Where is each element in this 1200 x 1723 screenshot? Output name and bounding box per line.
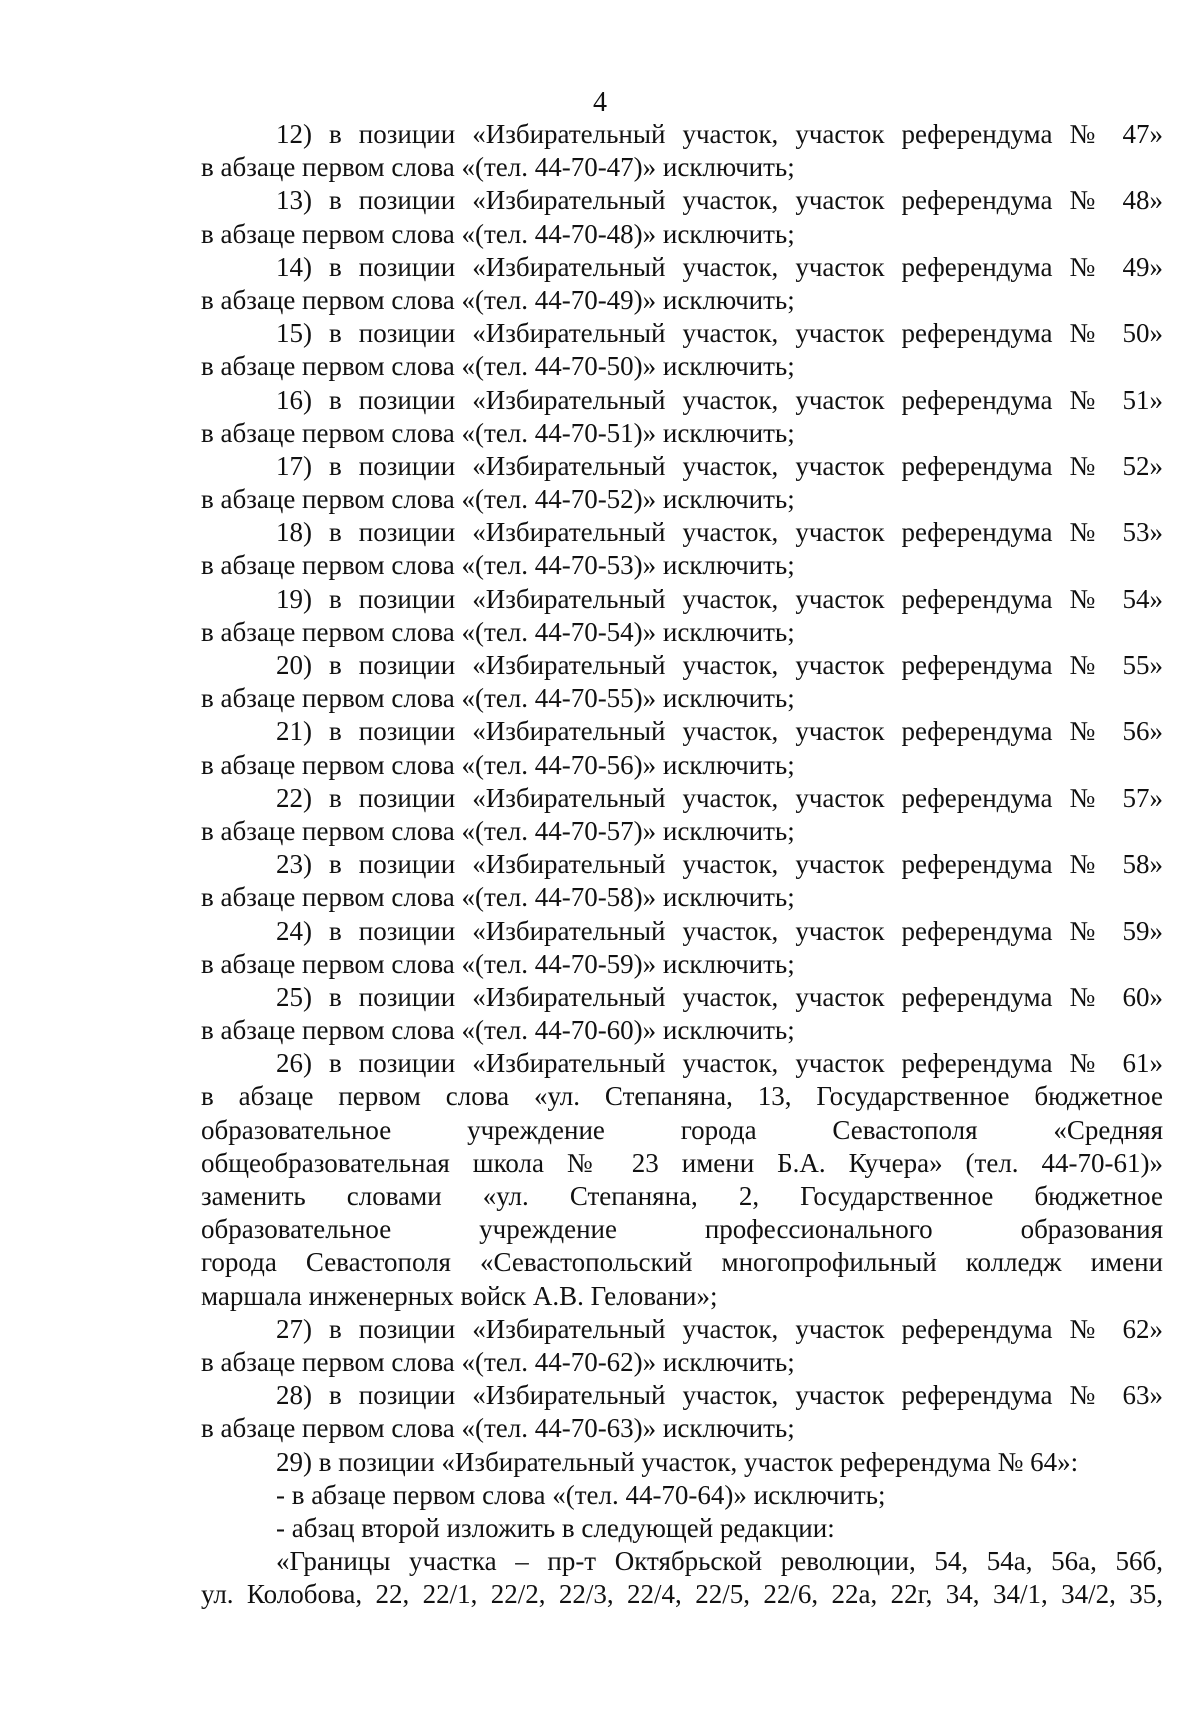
item-29-line-5: ул. Колобова, 22, 22/1, 22/2, 22/3, 22/4, 22/5, 22/6, 22а, 22г, 34, 34/1, 34/2, 35, — [201, 1579, 1163, 1610]
item-26-line-7: города Севастополя «Севастопольский многопрофильный колледж имени — [201, 1247, 1163, 1278]
item-13-line-1: 13) в позиции «Избирательный участок, участок референдума № 48» — [276, 185, 1163, 216]
item-15-line-1: 15) в позиции «Избирательный участок, участок референдума № 50» — [276, 318, 1163, 349]
item-17-line-1: 17) в позиции «Избирательный участок, участок референдума № 52» — [276, 450, 1163, 481]
item-27-line-1: 27) в позиции «Избирательный участок, участок референдума № 62» — [276, 1313, 1163, 1344]
item-26-line-5: заменить словами «ул. Степаняна, 2, Государственное бюджетное — [201, 1181, 1163, 1211]
item-14-line-1: 14) в позиции «Избирательный участок, участок референдума № 49» — [276, 251, 1163, 282]
item-26-line-4: общеобразовательная школа № 23 имени Б.А. Кучера» (тел. 44-70-61)» — [201, 1147, 1163, 1178]
item-16-line-2: в абзаце первом слова «(тел. 44-70-51)» исключить; — [201, 417, 795, 448]
item-12-line-1: 12) в позиции «Избирательный участок, участок референдума № 47» — [276, 119, 1163, 149]
item-12-line-2: в абзаце первом слова «(тел. 44-70-47)» исключить; — [201, 152, 795, 183]
item-27-line-2: в абзаце первом слова «(тел. 44-70-62)» исключить; — [201, 1346, 795, 1377]
item-29-line-3: - абзац второй изложить в следующей редакции: — [276, 1512, 835, 1543]
item-26-line-3: образовательное учреждение города Севастополя «Средняя — [201, 1114, 1163, 1145]
item-15-line-2: в абзаце первом слова «(тел. 44-70-50)» исключить; — [201, 351, 795, 382]
item-21-line-1: 21) в позиции «Избирательный участок, участок референдума № 56» — [276, 716, 1163, 747]
item-19-line-2: в абзаце первом слова «(тел. 44-70-54)» исключить; — [201, 616, 795, 647]
item-17-line-2: в абзаце первом слова «(тел. 44-70-52)» исключить; — [201, 484, 795, 515]
page-number: 4 — [593, 87, 607, 118]
item-21-line-2: в абзаце первом слова «(тел. 44-70-56)» исключить; — [201, 749, 795, 780]
item-23-line-2: в абзаце первом слова «(тел. 44-70-58)» исключить; — [201, 882, 795, 913]
item-24-line-1: 24) в позиции «Избирательный участок, участок референдума № 59» — [276, 915, 1163, 946]
item-26-line-2: в абзаце первом слова «ул. Степаняна, 13, Государственное бюджетное — [201, 1081, 1163, 1112]
item-23-line-1: 23) в позиции «Избирательный участок, участок референдума № 58» — [276, 849, 1163, 880]
item-22-line-2: в абзаце первом слова «(тел. 44-70-57)» исключить; — [201, 815, 795, 846]
document-body — [201, 118, 1163, 1611]
item-26-line-8: маршала инженерных войск А.В. Геловани»; — [201, 1280, 718, 1311]
item-18-line-2: в абзаце первом слова «(тел. 44-70-53)» исключить; — [201, 550, 795, 581]
item-25-line-1: 25) в позиции «Избирательный участок, участок референдума № 60» — [276, 981, 1163, 1012]
item-18-line-1: 18) в позиции «Избирательный участок, участок референдума № 53» — [276, 517, 1163, 548]
item-13-line-2: в абзаце первом слова «(тел. 44-70-48)» исключить; — [201, 218, 795, 249]
item-22-line-1: 22) в позиции «Избирательный участок, участок референдума № 57» — [276, 782, 1163, 813]
item-14-line-2: в абзаце первом слова «(тел. 44-70-49)» исключить; — [201, 284, 795, 315]
item-28-line-2: в абзаце первом слова «(тел. 44-70-63)» исключить; — [201, 1413, 795, 1444]
item-29-line-4: «Границы участка – пр-т Октябрьской революции, 54, 54а, 56а, 56б, — [276, 1546, 1163, 1577]
item-26-line-6: образовательное учреждение профессионального образования — [201, 1214, 1163, 1245]
item-16-line-1: 16) в позиции «Избирательный участок, участок референдума № 51» — [276, 384, 1163, 415]
item-24-line-2: в абзаце первом слова «(тел. 44-70-59)» исключить; — [201, 948, 795, 979]
item-26-line-1: 26) в позиции «Избирательный участок, участок референдума № 61» — [276, 1048, 1163, 1079]
item-20-line-2: в абзаце первом слова «(тел. 44-70-55)» исключить; — [201, 683, 795, 714]
item-20-line-1: 20) в позиции «Избирательный участок, участок референдума № 55» — [276, 650, 1163, 680]
item-28-line-1: 28) в позиции «Избирательный участок, участок референдума № 63» — [276, 1380, 1163, 1411]
item-19-line-1: 19) в позиции «Избирательный участок, участок референдума № 54» — [276, 583, 1163, 614]
item-29-line-1: 29) в позиции «Избирательный участок, участок референдума № 64»: — [276, 1446, 1079, 1477]
item-29-line-2: - в абзаце первом слова «(тел. 44-70-64)» исключить; — [276, 1479, 886, 1510]
item-25-line-2: в абзаце первом слова «(тел. 44-70-60)» исключить; — [201, 1015, 795, 1046]
